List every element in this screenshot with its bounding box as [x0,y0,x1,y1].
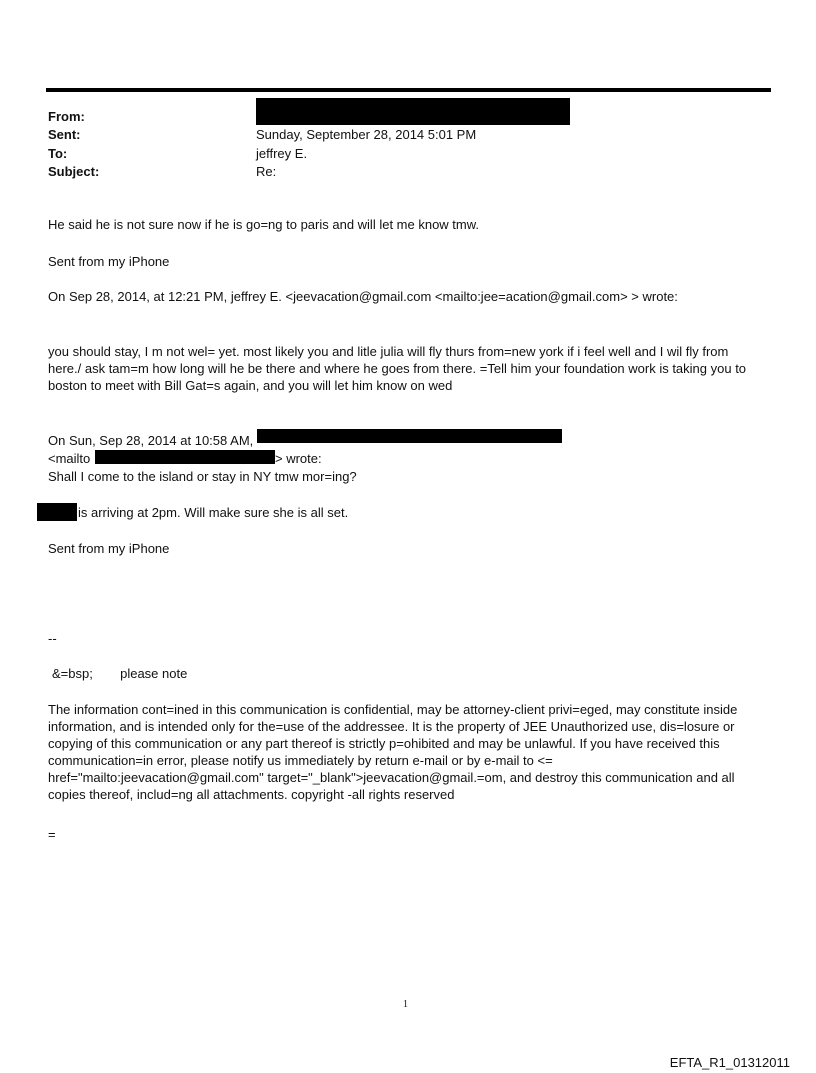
subject-row [48,163,748,180]
please-note-line [52,665,187,682]
mailto-prefix: <mailto [48,451,91,466]
trailing-equals: = [48,827,56,842]
quote-1-intro: On Sep 28, 2014, at 12:21 PM, jeffrey E. <jeevacation@gmail.com <mailto:jee=acation@gmail.com> > wrote: [48,289,678,304]
separator: -- [48,631,57,646]
signature-2: Sent from my iPhone [48,541,170,556]
quote-2-arriving: is arriving at 2pm. Will make sure she is all set. [78,505,349,520]
name-redaction [37,503,77,521]
sent-value: Sunday, September 28, 2014 5:01 PM [256,127,477,142]
reply-text: He said he is not sure now if he is go=ng to paris and will let me know tmw. [48,217,480,232]
quote-2-question: Shall I come to the island or stay in NY tmw mor=ing? [48,469,357,484]
mailto-redaction [95,450,275,464]
to-row [48,145,748,162]
to-value: jeffrey E. [256,146,308,161]
quote-1-text: you should stay, I m not wel= yet. most likely you and litle julia will fly thurs from=new york if i feel well and I wil fly from here./ ask tam=m how long will he be there and where he goes from there. =Tell him your foundation work is taking you to boston to meet with Bill Gat=s again, and you will let him know on wed [48,344,747,393]
disclaimer: The information cont=ined in this communication is confidential, may be attorney-client privi=eged, may constitute inside information, and is intended only for the=use of the addressee. It is the property of JEE Unauthorized use, dis=losure or copying of this communication or any part thereof is strictly p=ohibited and may be unlawful. If you have received this communication=in error, please notify us immediately by return e-mail or by e-mail to <= href="mailto:jeevacation@gmail.com" target="_blank">jeevacation@gmail.=om, and destroy this communication and all copies thereof, includ=ng all attachments. copyright -all rights reserved [48,702,738,802]
signature-1: Sent from my iPhone [48,254,170,269]
document-id: EFTA_R1_01312011 [669,1055,790,1070]
header-rule [46,88,771,92]
quote-2-intro: On Sun, Sep 28, 2014 at 10:58 AM, [48,433,254,448]
from-redaction [256,98,570,125]
subject-value: Re: [256,164,277,179]
to-label: To: [48,146,68,161]
quote-2-mailto [48,450,90,467]
page-number: 1 [403,999,408,1010]
sent-row [48,126,748,143]
sent-label: Sent: [48,127,81,142]
subject-label: Subject: [48,164,100,179]
nbsp-prefix: &=bsp; [52,666,93,681]
please-note-text: please note [120,666,188,681]
sender-redaction [257,429,562,443]
from-label: From: [48,109,85,124]
quote-2-wrote: > wrote: [275,451,322,466]
